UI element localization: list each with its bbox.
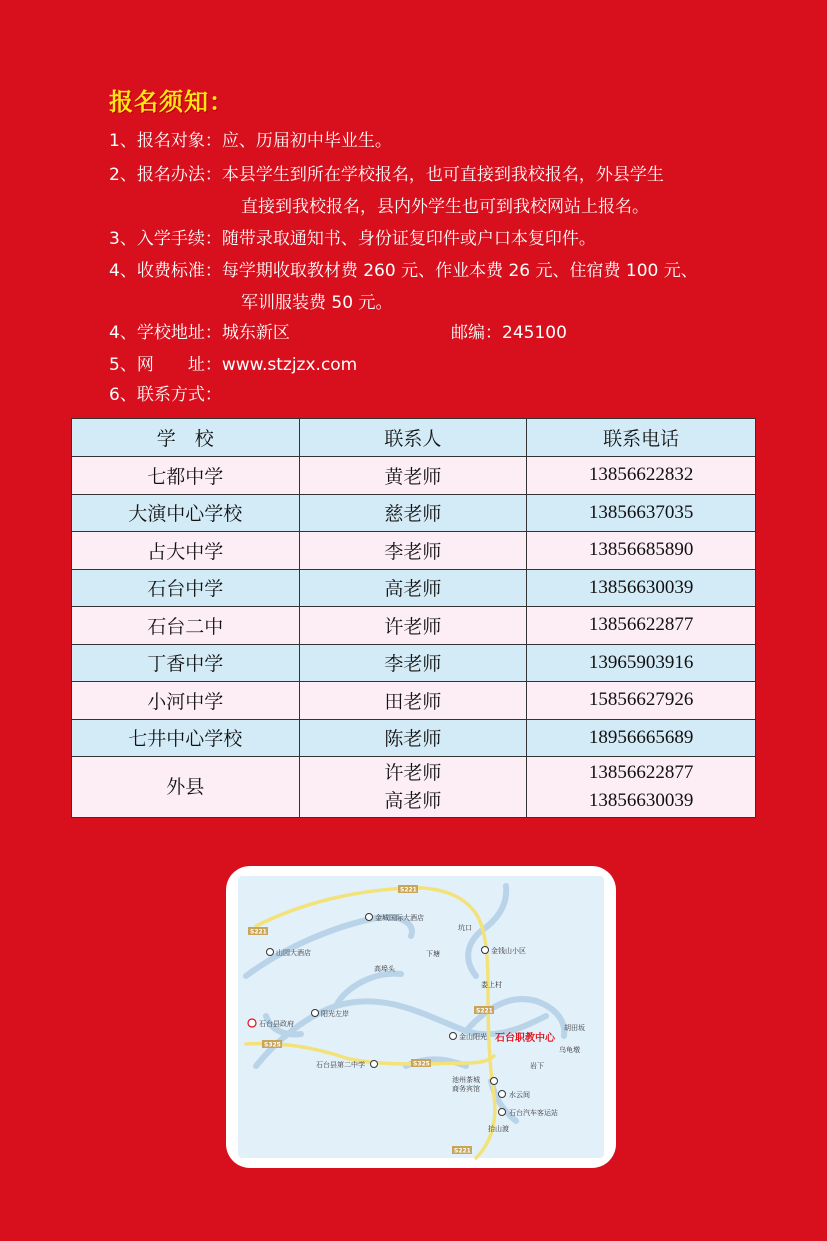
postcode-label: 邮编： [451, 323, 502, 343]
person-cell: 李老师 [299, 532, 527, 570]
residence-icon [482, 947, 489, 954]
item-label: 报名对象： [136, 131, 222, 151]
notice-item-postcode [451, 318, 567, 343]
item-label: 收费标准： [136, 261, 222, 281]
person-cell: 陈老师 [299, 719, 527, 757]
table-row [72, 457, 756, 495]
road-label-s221-bottom: S221 [454, 1147, 471, 1155]
residence-icon [450, 1033, 457, 1040]
bus-icon [499, 1109, 506, 1116]
road-label-s221-top: S221 [400, 886, 417, 894]
header-phone: 联系电话 [527, 419, 756, 457]
phone-cell: 18956665689 [527, 719, 756, 757]
notice-item-contact [109, 380, 222, 405]
table-row [72, 607, 756, 645]
table-row [72, 532, 756, 570]
place-chizhou-teahouse-1: 池州茶城 [452, 1076, 480, 1084]
phone-cell: 13965903916 [527, 644, 756, 682]
place-chizhou-teahouse-2: 商务宾馆 [452, 1085, 480, 1093]
item-number: 6、 [109, 385, 137, 405]
place-yanxia: 岩下 [530, 1062, 544, 1070]
school-cell: 大演中心学校 [72, 494, 300, 532]
notice-heading: 报名须知： [109, 88, 234, 116]
person-cell [299, 757, 527, 818]
table-header-row [72, 419, 756, 457]
school-cell: 占大中学 [72, 532, 300, 570]
school-cell: 丁香中学 [72, 644, 300, 682]
phone-cell: 13856622877 [527, 607, 756, 645]
item-label: 联系方式： [136, 385, 222, 405]
school-cell: 外县 [72, 757, 300, 818]
place-xiatang: 下塘 [426, 950, 440, 958]
place-school2: 石台县第二中学 [316, 1061, 365, 1069]
hotel-icon [267, 949, 274, 956]
place-yangguang-zuoan: 阳光左岸 [321, 1010, 349, 1018]
phone-cell: 13856637035 [527, 494, 756, 532]
person-cell: 黄老师 [299, 457, 527, 495]
item-number: 3、 [109, 229, 137, 249]
phone-cell: 15856627926 [527, 682, 756, 720]
header-person: 联系人 [299, 419, 527, 457]
website-link[interactable]: www.stzjzx.com [221, 355, 358, 375]
item-label: 学校地址： [136, 323, 222, 343]
road-label-s221-mid: S221 [476, 1007, 493, 1015]
notice-item-fees-cont: 军训服装费 50 元。 [241, 293, 393, 313]
table-row [72, 682, 756, 720]
school-cell: 七都中学 [72, 457, 300, 495]
phone-line: 13856622877 [588, 762, 694, 783]
place-jinqian: 金钱山小区 [491, 947, 526, 955]
item-number: 5、 [109, 355, 137, 375]
place-louhcun: 娄上村 [481, 981, 502, 989]
item-text: 应、历届初中毕业生。 [221, 131, 392, 151]
phone-cell: 13856630039 [527, 569, 756, 607]
place-hotel-jincheng: 金城国际大酒店 [375, 914, 424, 922]
table-row [72, 494, 756, 532]
school-cell: 石台二中 [72, 607, 300, 645]
person-cell: 高老师 [299, 569, 527, 607]
item-label: 入学手续： [136, 229, 222, 249]
notice-item-target [109, 126, 392, 151]
place-gaobutou: 高埠头 [374, 965, 395, 973]
notice-item-procedure [109, 224, 596, 249]
table-row [72, 719, 756, 757]
place-kengkou: 坑口 [458, 924, 472, 932]
person-cell: 田老师 [299, 682, 527, 720]
school-icon [371, 1061, 378, 1068]
road-label-s325-mid: S325 [413, 1060, 430, 1068]
person-cell: 李老师 [299, 644, 527, 682]
phone-cell [527, 757, 756, 818]
place-wuguidun: 乌龟墩 [559, 1046, 580, 1054]
place-jinshan-yangguang: 金山阳光 [459, 1033, 487, 1041]
hotel-icon [491, 1078, 498, 1085]
road-label-s325-left: S325 [264, 1041, 281, 1049]
phone-cell: 13856622832 [527, 457, 756, 495]
contact-table [71, 418, 756, 818]
postcode-value: 245100 [502, 323, 567, 343]
residence-icon [312, 1010, 319, 1017]
notice-item-website [109, 350, 357, 375]
item-text: 每学期收取教材费 260 元、作业本费 26 元、住宿费 100 元、 [221, 261, 698, 281]
place-hotel-shanyuan: 山园大酒店 [276, 949, 311, 957]
item-number: 1、 [109, 131, 137, 151]
item-text: 城东新区 [221, 323, 290, 343]
item-number: 2、 [109, 165, 137, 185]
hotel-icon [366, 914, 373, 921]
person-cell: 许老师 [299, 607, 527, 645]
school-cell: 石台中学 [72, 569, 300, 607]
header-school: 学 校 [72, 419, 300, 457]
item-label: 网 址： [136, 355, 222, 375]
residence-icon [499, 1091, 506, 1098]
government-icon [248, 1019, 256, 1027]
place-gov: 石台县政府 [259, 1020, 294, 1028]
item-label: 报名办法： [136, 165, 222, 185]
road-label-s221-left: S221 [250, 928, 267, 936]
place-taishandu: 抬山渡 [488, 1125, 509, 1133]
person-line: 许老师 [384, 762, 442, 784]
phone-line: 13856630039 [588, 790, 694, 811]
table-row [72, 569, 756, 607]
map-canvas [226, 866, 616, 1168]
person-cell: 慈老师 [299, 494, 527, 532]
item-text: 随带录取通知书、身份证复印件或户口本复印件。 [221, 229, 596, 249]
phone-cell: 13856685890 [527, 532, 756, 570]
item-number: 4、 [109, 323, 137, 343]
item-text: 本县学生到所在学校报名，也可直接到我校报名，外县学生 [221, 165, 664, 185]
person-line: 高老师 [384, 790, 442, 812]
school-cell: 七井中心学校 [72, 719, 300, 757]
place-center: 石台职教中心 [495, 1033, 555, 1044]
table-row [72, 644, 756, 682]
notice-item-method-cont: 直接到我校报名，县内外学生也可到我校网站上报名。 [241, 197, 649, 217]
place-bus-station: 石台汽车客运站 [509, 1109, 558, 1117]
table-row [72, 757, 756, 818]
school-cell: 小河中学 [72, 682, 300, 720]
notice-item-address [109, 318, 290, 343]
place-shuiyunjian: 水云间 [509, 1091, 530, 1099]
notice-item-method [109, 160, 664, 185]
item-number: 4、 [109, 261, 137, 281]
place-hutianban: 胡田坂 [564, 1024, 585, 1032]
notice-item-fees [109, 256, 698, 281]
location-map [226, 866, 616, 1168]
